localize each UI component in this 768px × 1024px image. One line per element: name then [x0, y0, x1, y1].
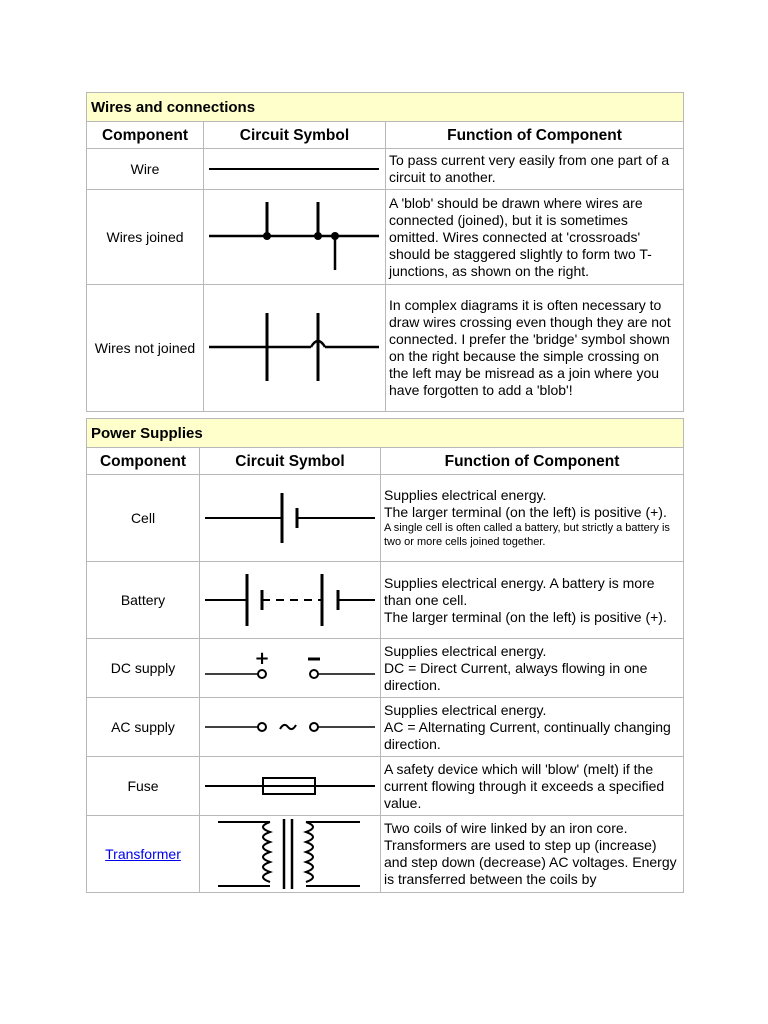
- component-name: Cell: [87, 475, 200, 562]
- cell-symbol-icon: [200, 475, 381, 561]
- table-row: [87, 757, 684, 816]
- function-text: Two coils of wire linked by an iron core. Transformers are used to step up (increase) and step down (decrease) AC voltages. Energy is transferred between the coils by: [381, 816, 684, 893]
- component-name: AC supply: [87, 698, 200, 757]
- function-text: Supplies electrical energy. The larger terminal (on the left) is positive (+). A single cell is often called a battery, but strictly a battery is two or more cells joined together.: [381, 475, 684, 562]
- table-row: [87, 475, 684, 562]
- section-header-row: [87, 419, 684, 448]
- function-text: A safety device which will 'blow' (melt) if the current flowing through it exceeds a specified value.: [381, 757, 684, 816]
- component-name: DC supply: [87, 639, 200, 698]
- function-text: Supplies electrical energy. AC = Alternating Current, continually changing direction.: [381, 698, 684, 757]
- table-row: [87, 816, 684, 893]
- component-name: Wires not joined: [87, 285, 204, 412]
- component-name: Fuse: [87, 757, 200, 816]
- header-symbol: Circuit Symbol: [200, 448, 381, 475]
- wires-table: [86, 92, 684, 412]
- component-name: [87, 816, 200, 893]
- symbol-cell: [204, 285, 386, 412]
- header-symbol: Circuit Symbol: [204, 122, 386, 149]
- symbol-cell: [200, 562, 381, 639]
- ac-supply-symbol-icon: [200, 698, 381, 756]
- symbol-cell: [200, 475, 381, 562]
- header-component: Component: [87, 122, 204, 149]
- fuse-symbol-icon: [200, 757, 381, 815]
- plus-sign: +: [254, 648, 270, 669]
- component-name: Wire: [87, 149, 204, 190]
- wires-joined-symbol-icon: [204, 190, 386, 284]
- table-row: [87, 149, 684, 190]
- header-function: Function of Component: [386, 122, 684, 149]
- function-text: A 'blob' should be drawn where wires are connected (joined), but it is sometimes omitted. Wires connected at 'crossroads' should be staggered slightly to form two T-junctions, as shown on the right.: [386, 190, 684, 285]
- section-title: Power Supplies: [87, 419, 684, 448]
- function-text: In complex diagrams it is often necessary to draw wires crossing even though they are not connected. I prefer the 'bridge' symbol shown on the right because the simple crossing on the left may be misread as a join where you have forgotten to add a 'blob'!: [386, 285, 684, 412]
- wires-not-joined-symbol-icon: [204, 285, 386, 411]
- section-header-row: [87, 93, 684, 122]
- header-component: Component: [87, 448, 200, 475]
- table-row: [87, 639, 684, 698]
- symbol-cell: [200, 698, 381, 757]
- function-text: To pass current very easily from one part of a circuit to another.: [386, 149, 684, 190]
- symbol-cell: [200, 757, 381, 816]
- power-table: [86, 418, 684, 893]
- header-function: Function of Component: [381, 448, 684, 475]
- wire-symbol-icon: [204, 149, 386, 189]
- symbol-cell: [200, 639, 381, 698]
- table-row: [87, 698, 684, 757]
- component-name: Wires joined: [87, 190, 204, 285]
- function-text: Supplies electrical energy. DC = Direct Current, always flowing in one direction.: [381, 639, 684, 698]
- transformer-symbol-icon: [200, 816, 381, 892]
- function-note: A single cell is often called a battery, but strictly a battery is two or more cells joined together.: [384, 522, 670, 548]
- column-header-row: [87, 122, 684, 149]
- table-row: [87, 190, 684, 285]
- dc-supply-symbol-icon: [200, 639, 381, 697]
- symbol-cell: [200, 816, 381, 893]
- symbol-cell: [204, 190, 386, 285]
- battery-symbol-icon: [200, 562, 381, 638]
- transformer-link[interactable]: Transformer: [105, 845, 181, 862]
- column-header-row: [87, 448, 684, 475]
- table-row: [87, 562, 684, 639]
- section-title: Wires and connections: [87, 93, 684, 122]
- function-text: Supplies electrical energy. A battery is more than one cell. The larger terminal (on the left) is positive (+).: [381, 562, 684, 639]
- table-row: [87, 285, 684, 412]
- component-name: Battery: [87, 562, 200, 639]
- symbol-cell: [204, 149, 386, 190]
